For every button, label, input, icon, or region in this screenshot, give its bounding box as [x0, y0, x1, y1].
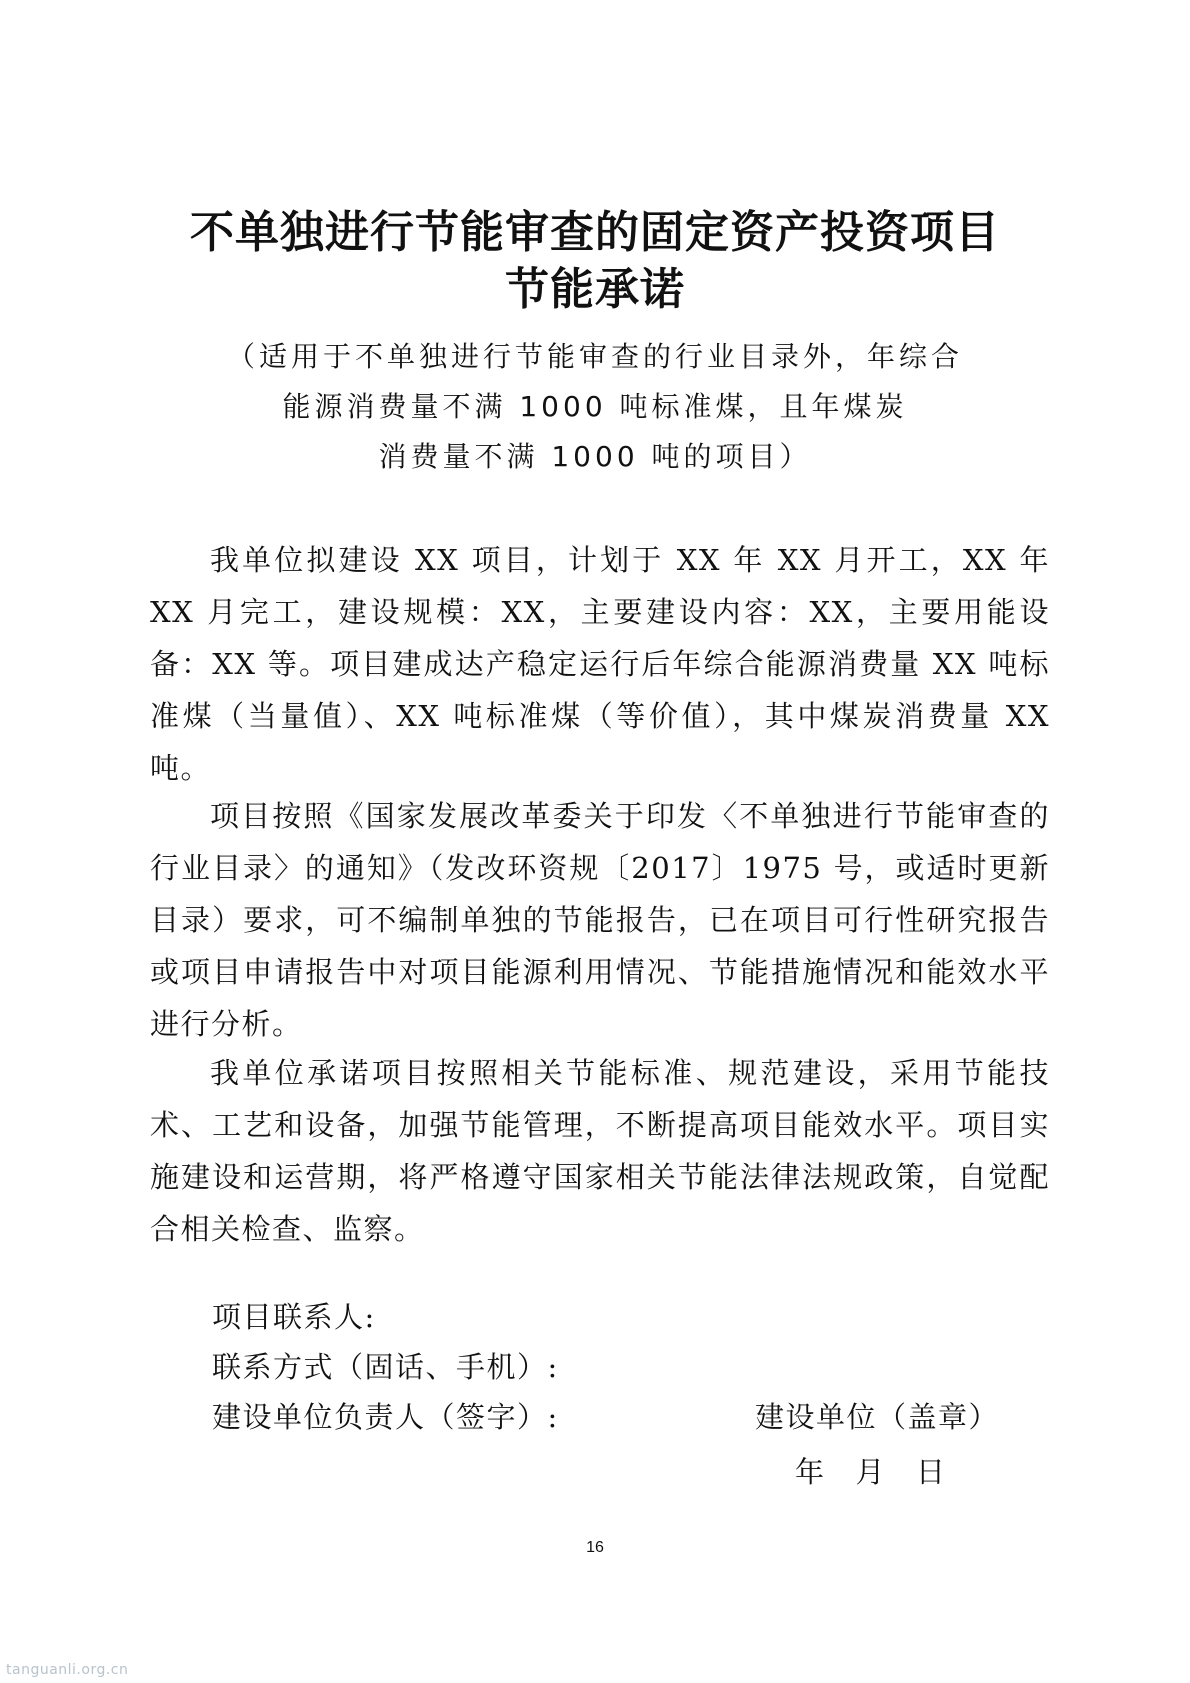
subtitle-line2: 能源消费量不满 1000 吨标准煤，且年煤炭: [282, 390, 908, 423]
page-number: 16: [586, 1539, 604, 1556]
date-month-label: 月: [855, 1455, 887, 1489]
paragraph-policy-basis: [150, 790, 1050, 1050]
contact-person-label: 项目联系人:: [212, 1300, 376, 1334]
subtitle-line3: 消费量不满 1000 吨的项目）: [378, 440, 812, 473]
date-line: [795, 1452, 947, 1492]
contact-method-label: 联系方式（固话、手机）:: [212, 1350, 559, 1384]
paragraph-text: 项目按照《国家发展改革委关于印发〈不单独进行节能审查的行业目录〉的通知》（发改环资规〔2017〕1975 号，或适时更新目录）要求，可不编制单独的节能报告，已在项目可行性研究报告或项目申请报告中对项目能源利用情况、节能措施情况和能效水平进行分析。: [150, 799, 1050, 1041]
subtitle-line1: （适用于不单独进行节能审查的行业目录外，年综合: [226, 340, 963, 373]
responsible-person-label: 建设单位负责人（签字）:: [212, 1400, 559, 1434]
paragraph-project-info: [150, 534, 1050, 794]
unit-seal-label: 建设单位（盖章）: [755, 1400, 1000, 1434]
document-title-line1: 不单独进行节能审查的固定资产投资项目: [190, 207, 1000, 258]
paragraph-text: 我单位拟建设 XX 项目，计划于 XX 年 XX 月开工，XX 年 XX 月完工，建设规模：XX，主要建设内容：XX，主要用能设备：XX 等。项目建成达产稳定运行后年综合能源消费量 XX 吨标准煤（当量值）、XX 吨标准煤（等价值），其中煤炭消费量 XX 吨。: [150, 543, 1050, 785]
date-year-label: 年: [795, 1455, 826, 1489]
paragraph-commitment: [150, 1047, 1050, 1255]
date-day-label: 日: [916, 1455, 947, 1489]
document-title-line2: 节能承诺: [505, 264, 685, 315]
site-watermark: tanguanli.org.cn: [6, 1662, 129, 1678]
paragraph-text: 我单位承诺项目按照相关节能标准、规范建设，采用节能技术、工艺和设备，加强节能管理，不断提高项目能效水平。项目实施建设和运营期，将严格遵守国家相关节能法律法规政策，自觉配合相关检查、监察。: [150, 1056, 1050, 1246]
